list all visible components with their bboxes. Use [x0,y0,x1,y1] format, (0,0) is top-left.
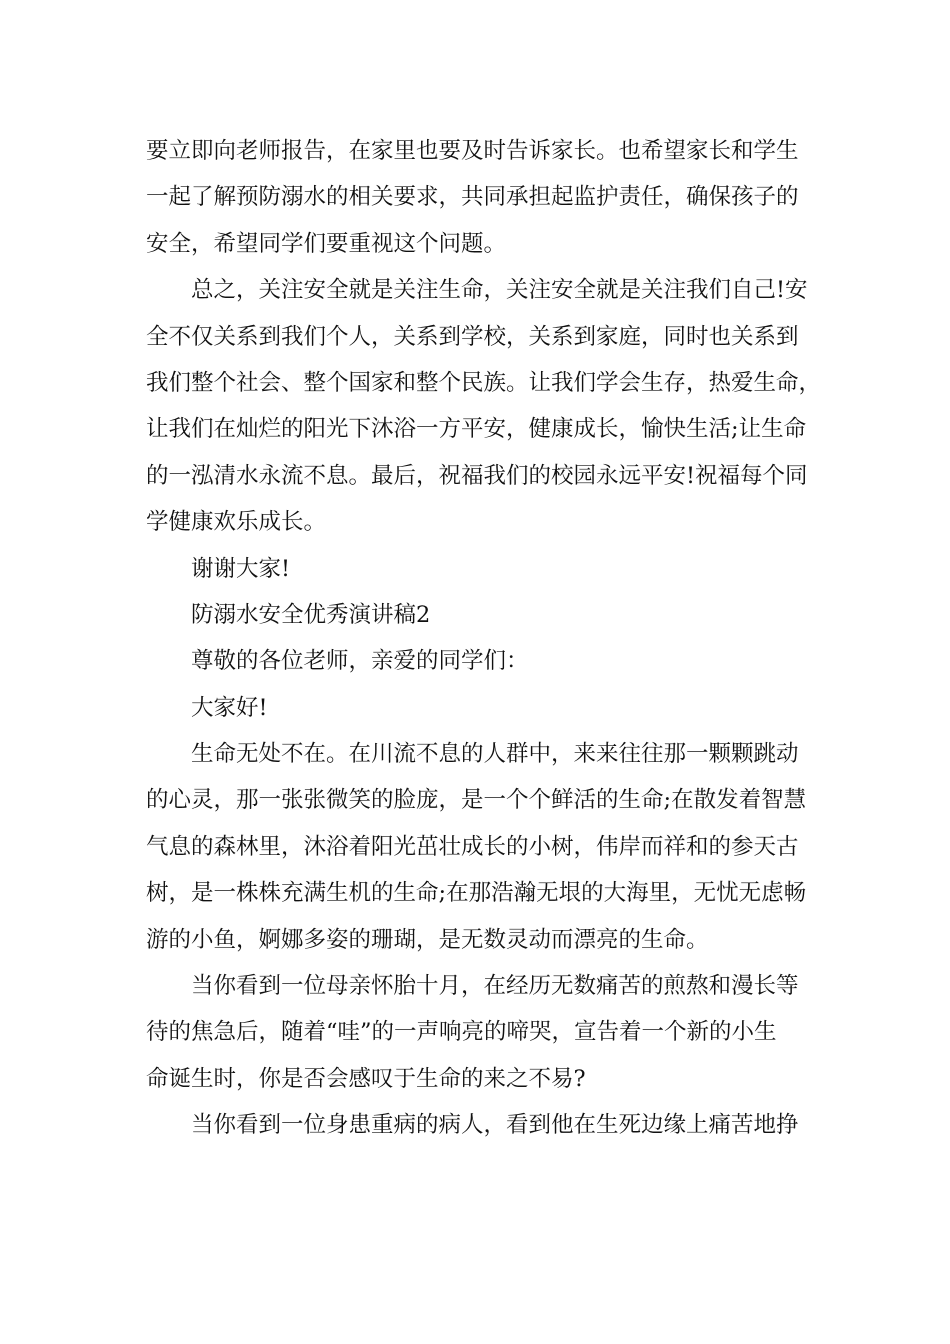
text-line: 全不仅关系到我们个人，关系到学校，关系到家庭，同时也关系到 [146,323,799,350]
text-line: 的心灵，那一张张微笑的脸庞，是一个个鲜活的生命;在散发着智慧 [146,787,807,814]
paragraph [146,685,806,731]
text-line: 我们整个社会、整个国家和整个民族。让我们学会生存，热爱生命， [146,369,822,396]
paragraph [146,1102,806,1148]
document-body [146,128,822,1149]
paragraph [146,638,806,684]
text-line: 当你看到一位母亲怀胎十月，在经历无数痛苦的煎熬和漫长等 [191,973,799,1000]
paragraph [146,731,806,963]
text-line: 谢谢大家! [191,555,291,582]
text-line: 让我们在灿烂的阳光下沐浴一方平安，健康成长，愉快生活;让生命 [146,416,807,443]
text-line: 待的焦急后，随着“哇”的一声响亮的啼哭，宣告着一个新的小生 [146,1019,777,1046]
text-line: 当你看到一位身患重病的病人，看到他在生死边缘上痛苦地挣 [191,1112,799,1139]
paragraph [146,592,806,638]
text-line: 要立即向老师报告，在家里也要及时告诉家长。也希望家长和学生 [146,138,799,164]
text-line: 大家好! [191,694,268,721]
text-line: 的一泓清水永流不息。最后，祝福我们的校园永远平安!祝福每个同 [146,462,808,489]
text-line: 总之，关注安全就是关注生命，关注安全就是关注我们自己!安 [191,277,808,304]
text-line: 安全，希望同学们要重视这个问题。 [146,230,507,257]
text-line: 一起了解预防溺水的相关要求，共同承担起监护责任，确保孩子的 [146,184,799,211]
text-line: 命诞生时，你是否会感叹于生命的来之不易? [146,1065,586,1092]
text-line: 树，是一株株充满生机的生命;在那浩瀚无垠的大海里，无忧无虑畅 [146,880,807,907]
text-line: 游的小鱼，婀娜多姿的珊瑚，是无数灵动而漂亮的生命。 [146,926,709,953]
text-line: 生命无处不在。在川流不息的人群中，来来往往那一颗颗跳动 [191,741,799,768]
text-line: 学健康欢乐成长。 [146,509,327,536]
text-line: 气息的森林里，沐浴着阳光茁壮成长的小树，伟岸而祥和的参天古 [146,833,799,860]
text-line: 尊敬的各位老师，亲爱的同学们： [191,648,529,675]
paragraph [146,267,822,545]
text-line: 防溺水安全优秀演讲稿2 [191,601,431,628]
paragraph [146,546,806,592]
paragraph [146,128,806,267]
paragraph [146,963,806,1102]
